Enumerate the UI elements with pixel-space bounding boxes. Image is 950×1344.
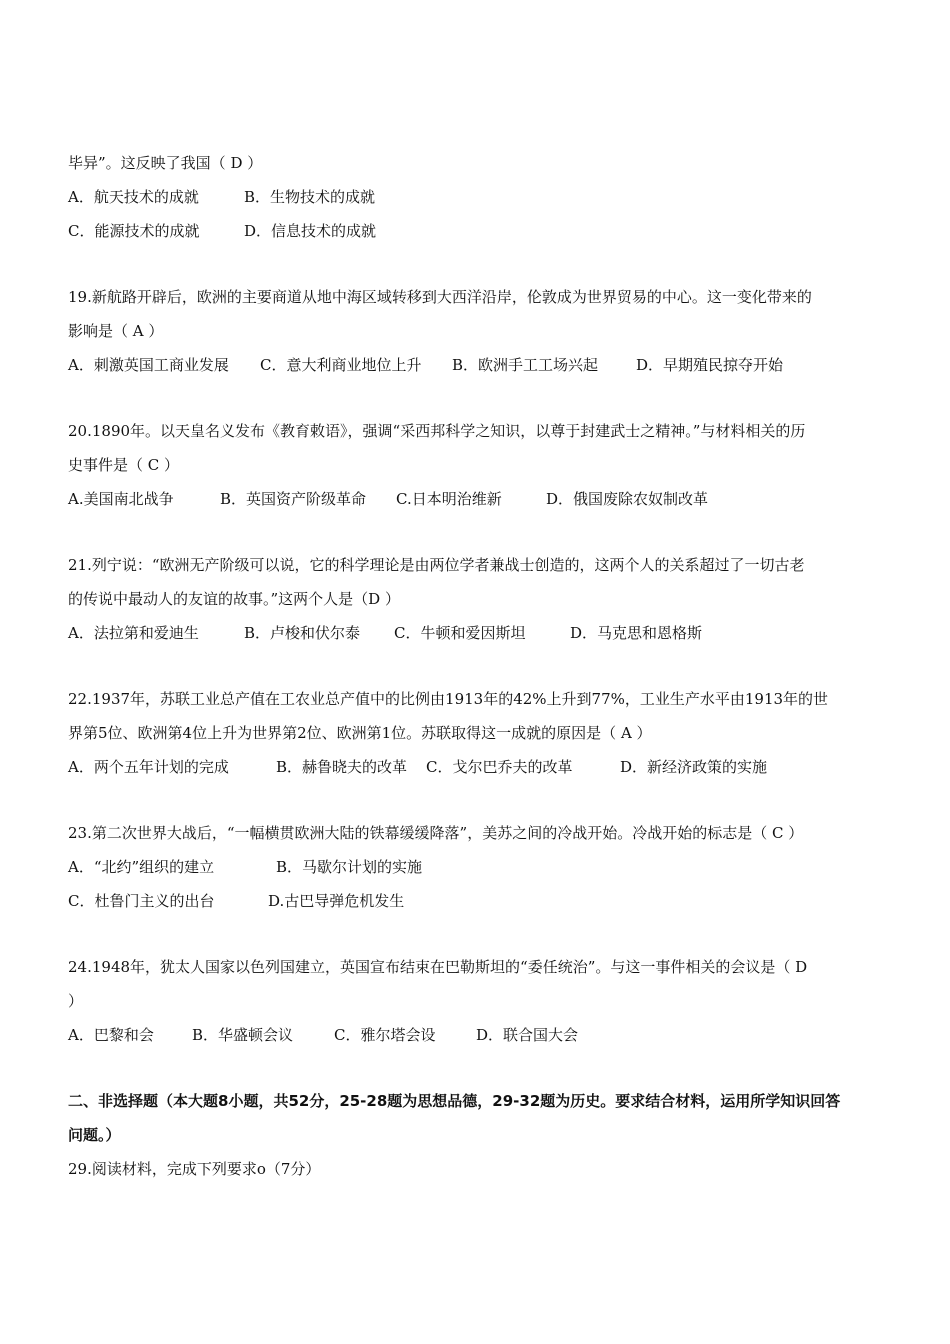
q20-stem-line1: 20.1890年。以天皇名义发布《教育敕语》，强调“采西邦科学之知识，以尊于封建武士之精神。”与材料相关的历 [68, 422, 806, 440]
q19-stem-line1: 19.新航路开辟后，欧洲的主要商道从地中海区域转移到大西洋沿岸，伦敦成为世界贸易的中心。这一变化带来的 [68, 288, 812, 306]
q23-option-b: B．马歇尔计划的实施 [276, 858, 423, 876]
exam-page [68, 146, 884, 1186]
q18-option-a: A．航天技术的成就 [68, 188, 199, 206]
q20-option-c: C.日本明治维新 [396, 490, 502, 508]
q23-option-d: D.古巴导弹危机发生 [268, 892, 405, 910]
q21-stem-line1: 21.列宁说：“欧洲无产阶级可以说，它的科学理论是由两位学者兼战士创造的，这两个人的关系超过了一切古老 [68, 556, 805, 574]
q21-options [68, 616, 884, 650]
q22-stem-line1: 22.1937年，苏联工业总产值在工农业总产值中的比例由1913年的42%上升到77%，工业生产水平由1913年的世 [68, 690, 829, 708]
q23-options-row2 [68, 884, 884, 918]
q18-option-c: C．能源技术的成就 [68, 222, 200, 240]
q24-option-c: C．雅尔塔会设 [334, 1026, 436, 1044]
q22-stem-line2: 界第5位、欧洲第4位上升为世界第2位、欧洲第1位。苏联取得这一成就的原因是（ A ） [68, 724, 652, 742]
q18-option-b: B．生物技术的成就 [244, 188, 376, 206]
q21-option-b: B．卢梭和伏尔泰 [244, 624, 361, 642]
q18-options-row2 [68, 214, 884, 248]
q18-options-row1 [68, 180, 884, 214]
q22-option-c: C．戈尔巴乔夫的改革 [426, 758, 573, 776]
q21-option-a: A．法拉第和爱迪生 [68, 624, 199, 642]
q20-option-a: A.美国南北战争 [68, 490, 174, 508]
q21-option-c: C．牛顿和爱因斯坦 [394, 624, 526, 642]
q24-options [68, 1018, 884, 1052]
q20-options [68, 482, 884, 516]
q18-tail: 毕异”。这反映了我国（ D ） [68, 154, 263, 172]
q24-stem-line1: 24.1948年，犹太人国家以色列国建立，英国宣布结束在巴勒斯坦的“委任统治”。与这一事件相关的会议是（ D [68, 958, 808, 976]
q23-option-a: A．“北约”组织的建立 [68, 858, 215, 876]
q20-option-d: D．俄国废除农奴制改革 [546, 490, 709, 508]
q22-options [68, 750, 884, 784]
q19-option-b: B．欧洲手工工场兴起 [452, 356, 599, 374]
q20-option-b: B．英国资产阶级革命 [220, 490, 367, 508]
q19-option-a: A．刺激英国工商业发展 [68, 356, 229, 374]
q22-option-a: A．两个五年计划的完成 [68, 758, 229, 776]
q19-option-d: D．早期殖民掠夺开始 [636, 356, 784, 374]
q24-option-d: D．联合国大会 [476, 1026, 579, 1044]
section2-heading-line1: 二、非选择题（本大题8小题，共52分，25-28题为思想品德，29-32题为历史。要求结合材料，运用所学知识回答 [68, 1092, 841, 1110]
q19-stem-line2: 影响是（ A ） [68, 322, 164, 340]
q22-option-d: D．新经济政策的实施 [620, 758, 768, 776]
q20-stem-line2: 史事件是（ C ） [68, 456, 180, 474]
q18-option-d: D．信息技术的成就 [244, 222, 377, 240]
q21-stem-line2: 的传说中最动人的友谊的故事。”这两个人是（D ） [68, 590, 400, 608]
q29-stem: 29.阅读材料，完成下列要求o（7分） [68, 1160, 321, 1178]
q19-options [68, 348, 884, 382]
q22-option-b: B．赫鲁晓夫的改革 [276, 758, 408, 776]
q24-option-a: A．巴黎和会 [68, 1026, 154, 1044]
q19-option-c: C．意大利商业地位上升 [260, 356, 422, 374]
q24-option-b: B．华盛顿会议 [192, 1026, 294, 1044]
q23-stem-line1: 23.第二次世界大战后，“一幅横贯欧洲大陆的铁幕缓缓降落”，美苏之间的冷战开始。冷战开始的标志是（ C ） [68, 824, 804, 842]
section2-heading-line2: 问题。） [68, 1126, 121, 1144]
q23-options-row1 [68, 850, 884, 884]
q21-option-d: D．马克思和恩格斯 [570, 624, 703, 642]
q24-stem-line2: ） [68, 992, 84, 1010]
q23-option-c: C．杜鲁门主义的出台 [68, 892, 215, 910]
